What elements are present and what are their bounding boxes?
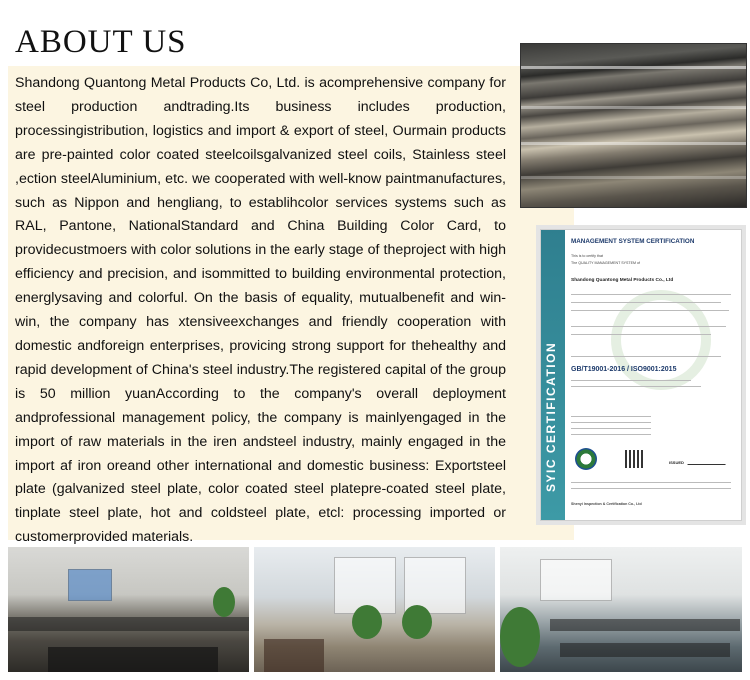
office-desk <box>560 643 730 657</box>
page-title: ABOUT US <box>15 24 187 60</box>
steel-plate-edge <box>521 176 746 179</box>
plant-icon <box>352 605 382 639</box>
iso-certificate <box>540 229 742 521</box>
office-photo <box>8 547 249 672</box>
office-sofa <box>264 639 324 672</box>
office-window <box>540 559 612 601</box>
certificate-text-line <box>571 302 721 303</box>
certificate-text-line <box>571 380 691 381</box>
certificate-text-line <box>571 488 731 489</box>
certificate-side-band-text: SYIC CERTIFICATION <box>544 341 558 492</box>
certificate-text-line <box>571 422 651 423</box>
certificate-text-line <box>571 434 651 435</box>
qr-code-icon <box>625 450 643 468</box>
certificate-heading: MANAGEMENT SYSTEM CERTIFICATION <box>571 238 695 245</box>
certificate-text-line <box>571 428 651 429</box>
about-body-text: Shandong Quantong Metal Products Co, Ltd. is acomprehensive company for steel production andtrading.Its business includes production, processingistribution, logistics and import & export of steel, Ourmain products are pre-painted color coated steelcoilsgalvanized steel coils, Stainless steel ,ection steelAluminium, etc. we cooperated with well-know paintmanufactures, such as Nippon and hengliang, to establihcolor services systems such as RAL, Pantone, NationalStandard and China Building Color Card, to providecustmoers with color solutions in the early stage of theproject with high efficiency and precision, and isommitted to building environmental protection, energlysaving and colorful. On the basis of equality, mutualbenefit and win-win, the company has xtensiveexchanges and friendly cooperation with domestic andforeign enterprises, provicing strong support for thehealthy and rapid development of China's steel industry.The registered capital of the group is 50 million yuanAccording to the company's overall deployment andprofessional management policy, the company is mainlyengaged in the import of raw materials in the iren andsteel industry, mainly engaged in the import af iron oreand other international and domestic business: Exportsteel plate (galvanized steel plate, color coated steel platepre-coated steel plate, tinplate steel plate, hot and coldsteel plate, etcl: processing imported or customerprovided materials. <box>15 75 506 546</box>
certificate-text-line <box>571 356 721 357</box>
steel-plate-edge <box>521 66 746 69</box>
signature-icon <box>687 456 728 465</box>
certificate-watermark-icon <box>611 290 711 390</box>
world-map-icon <box>68 569 112 601</box>
certificate-company: Shandong Quantong Metal Products Co., Ltd <box>571 278 674 283</box>
certificate-text-line <box>571 294 731 295</box>
certificate-text-line <box>571 334 711 335</box>
certificate-text-line <box>571 310 729 311</box>
certificate-issuer: Shenyi Inspection & Certification Co., Ltd <box>571 502 642 506</box>
certificate-standard: GB/T19001-2016 / ISO9001:2015 <box>571 366 677 373</box>
certificate-intro: This is to certify that <box>571 254 603 258</box>
office-photo <box>500 547 742 672</box>
certificate-text-line <box>571 326 726 327</box>
certification-logo-icon <box>575 448 597 470</box>
certificate-system: The QUALITY MANAGEMENT SYSTEM of <box>571 261 640 265</box>
office-desk <box>48 647 218 672</box>
plant-icon <box>213 587 235 617</box>
certificate-issued-label: ISSUED <box>669 460 684 465</box>
plant-icon <box>402 605 432 639</box>
steel-plate-edge <box>521 106 746 109</box>
office-desk <box>8 617 249 631</box>
office-photo <box>254 547 495 672</box>
steel-plates-photo <box>520 43 747 208</box>
certificate-text-line <box>571 482 731 483</box>
office-desk <box>550 619 740 631</box>
certificate-text-line <box>571 416 651 417</box>
certificate-text-line <box>571 386 701 387</box>
plant-icon <box>500 607 540 667</box>
steel-plate-edge <box>521 142 746 145</box>
